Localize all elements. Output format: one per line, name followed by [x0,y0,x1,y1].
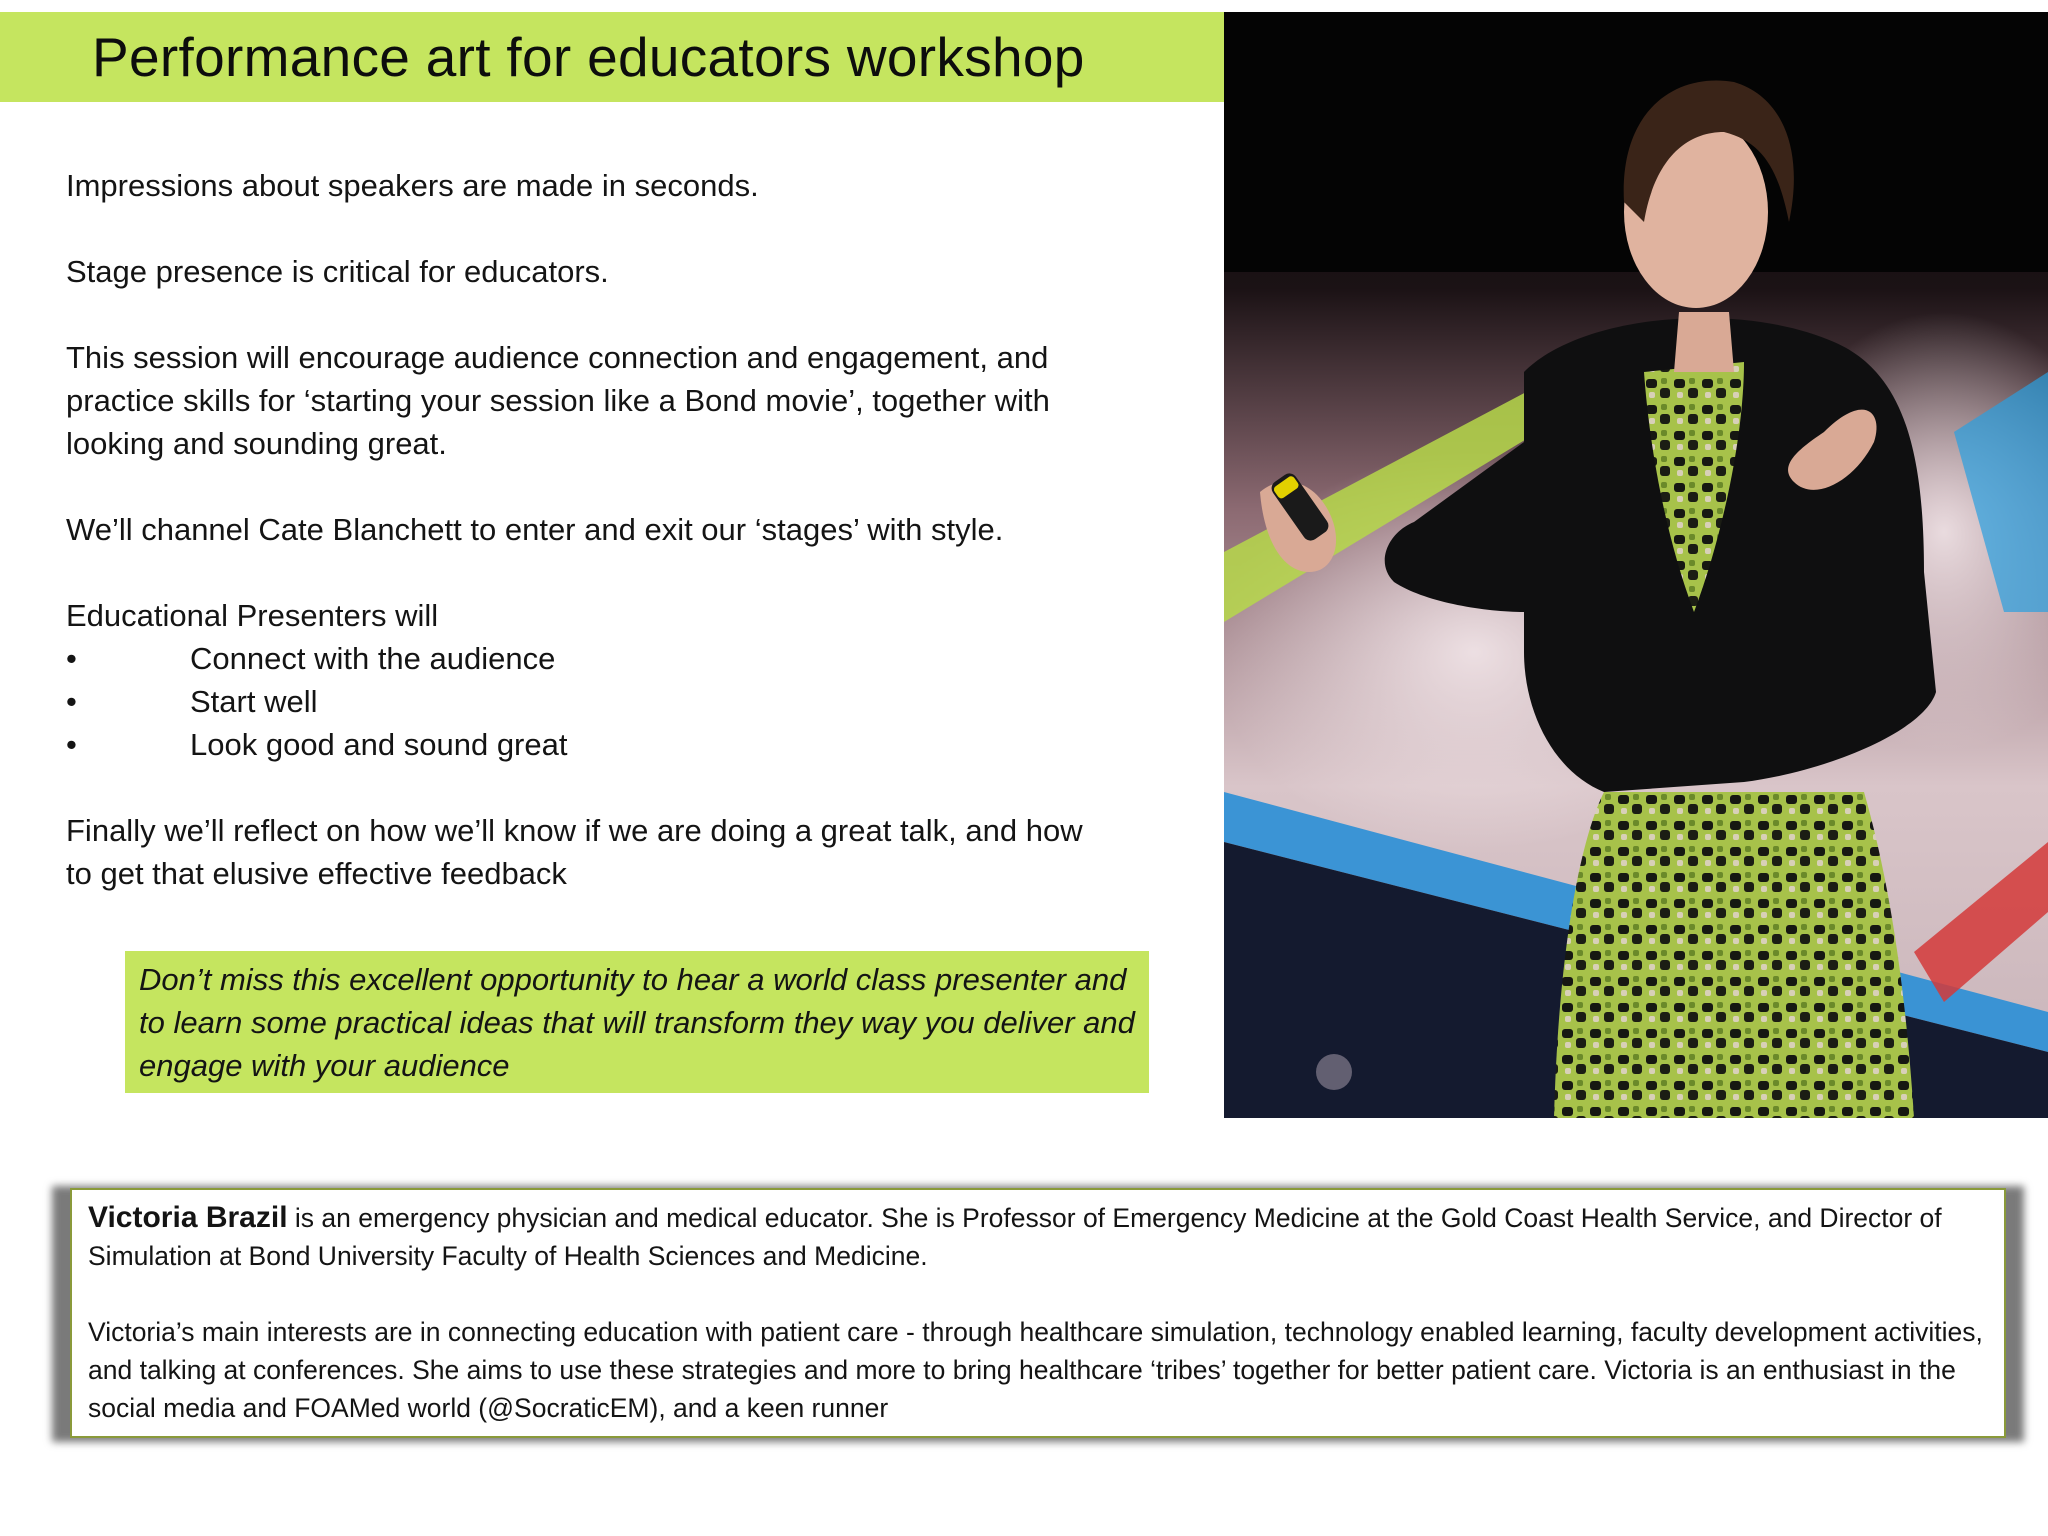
list-item [66,723,1176,766]
bullet-icon: • [66,684,77,719]
bio-intro-text: is an emergency physician and medical educator. She is Professor of Emergency Medicine at the Gold Coast Health Service, and Director of Simulation at Bond University Faculty of Health Sciences and Medicine. [88,1203,1942,1271]
list-intro: Educational Presenters will [66,598,439,633]
paragraph-stage-presence: Stage presence is critical for educators. [66,254,609,289]
paragraph-cate-blanchett: We’ll channel Cate Blanchett to enter and exit our ‘stages’ with style. [66,512,1004,547]
speaker-photo [1224,12,2048,1118]
list-item [66,680,1176,723]
speaker-photo-icon [1224,12,2048,1118]
page-title: Performance art for educators workshop [92,26,1085,88]
list-item-label: Look good and sound great [190,727,568,762]
callout-text: Don’t miss this excellent opportunity to hear a world class presenter and to learn some practical ideas that will transform they way you deliver and engage with your audience [139,962,1135,1083]
promo-callout [125,951,1149,1093]
speaker-bio-box [70,1188,2006,1438]
title-banner [0,12,1224,102]
list-item [66,637,1176,680]
bio-paragraph-interests: Victoria’s main interests are in connecting education with patient care - through healthcare simulation, technology enabled learning, faculty development activities, and talking at conferences. She aims to use these strategies and more to bring healthcare ‘tribes’ together for better patient care. Victoria is an enthusiast in the social media and FOAMed world (@SocraticEM), and a keen runner [88,1317,1983,1423]
workshop-description [66,164,1176,938]
speaker-name: Victoria Brazil [88,1201,288,1234]
presenter-goals-list [66,637,1176,766]
paragraph-session: This session will encourage audience connection and engagement, and practice skills for ‘starting your session like a Bond movie’, together with looking and sounding great. [66,340,1050,461]
paragraph-impressions: Impressions about speakers are made in seconds. [66,168,759,203]
paragraph-closing: Finally we’ll reflect on how we’ll know if we are doing a great talk, and how to get that elusive effective feedback [66,813,1083,891]
bullet-icon: • [66,727,77,762]
list-item-label: Start well [190,684,318,719]
bio-paragraph-intro [88,1199,1988,1275]
list-item-label: Connect with the audience [190,641,556,676]
bullet-icon: • [66,641,77,676]
